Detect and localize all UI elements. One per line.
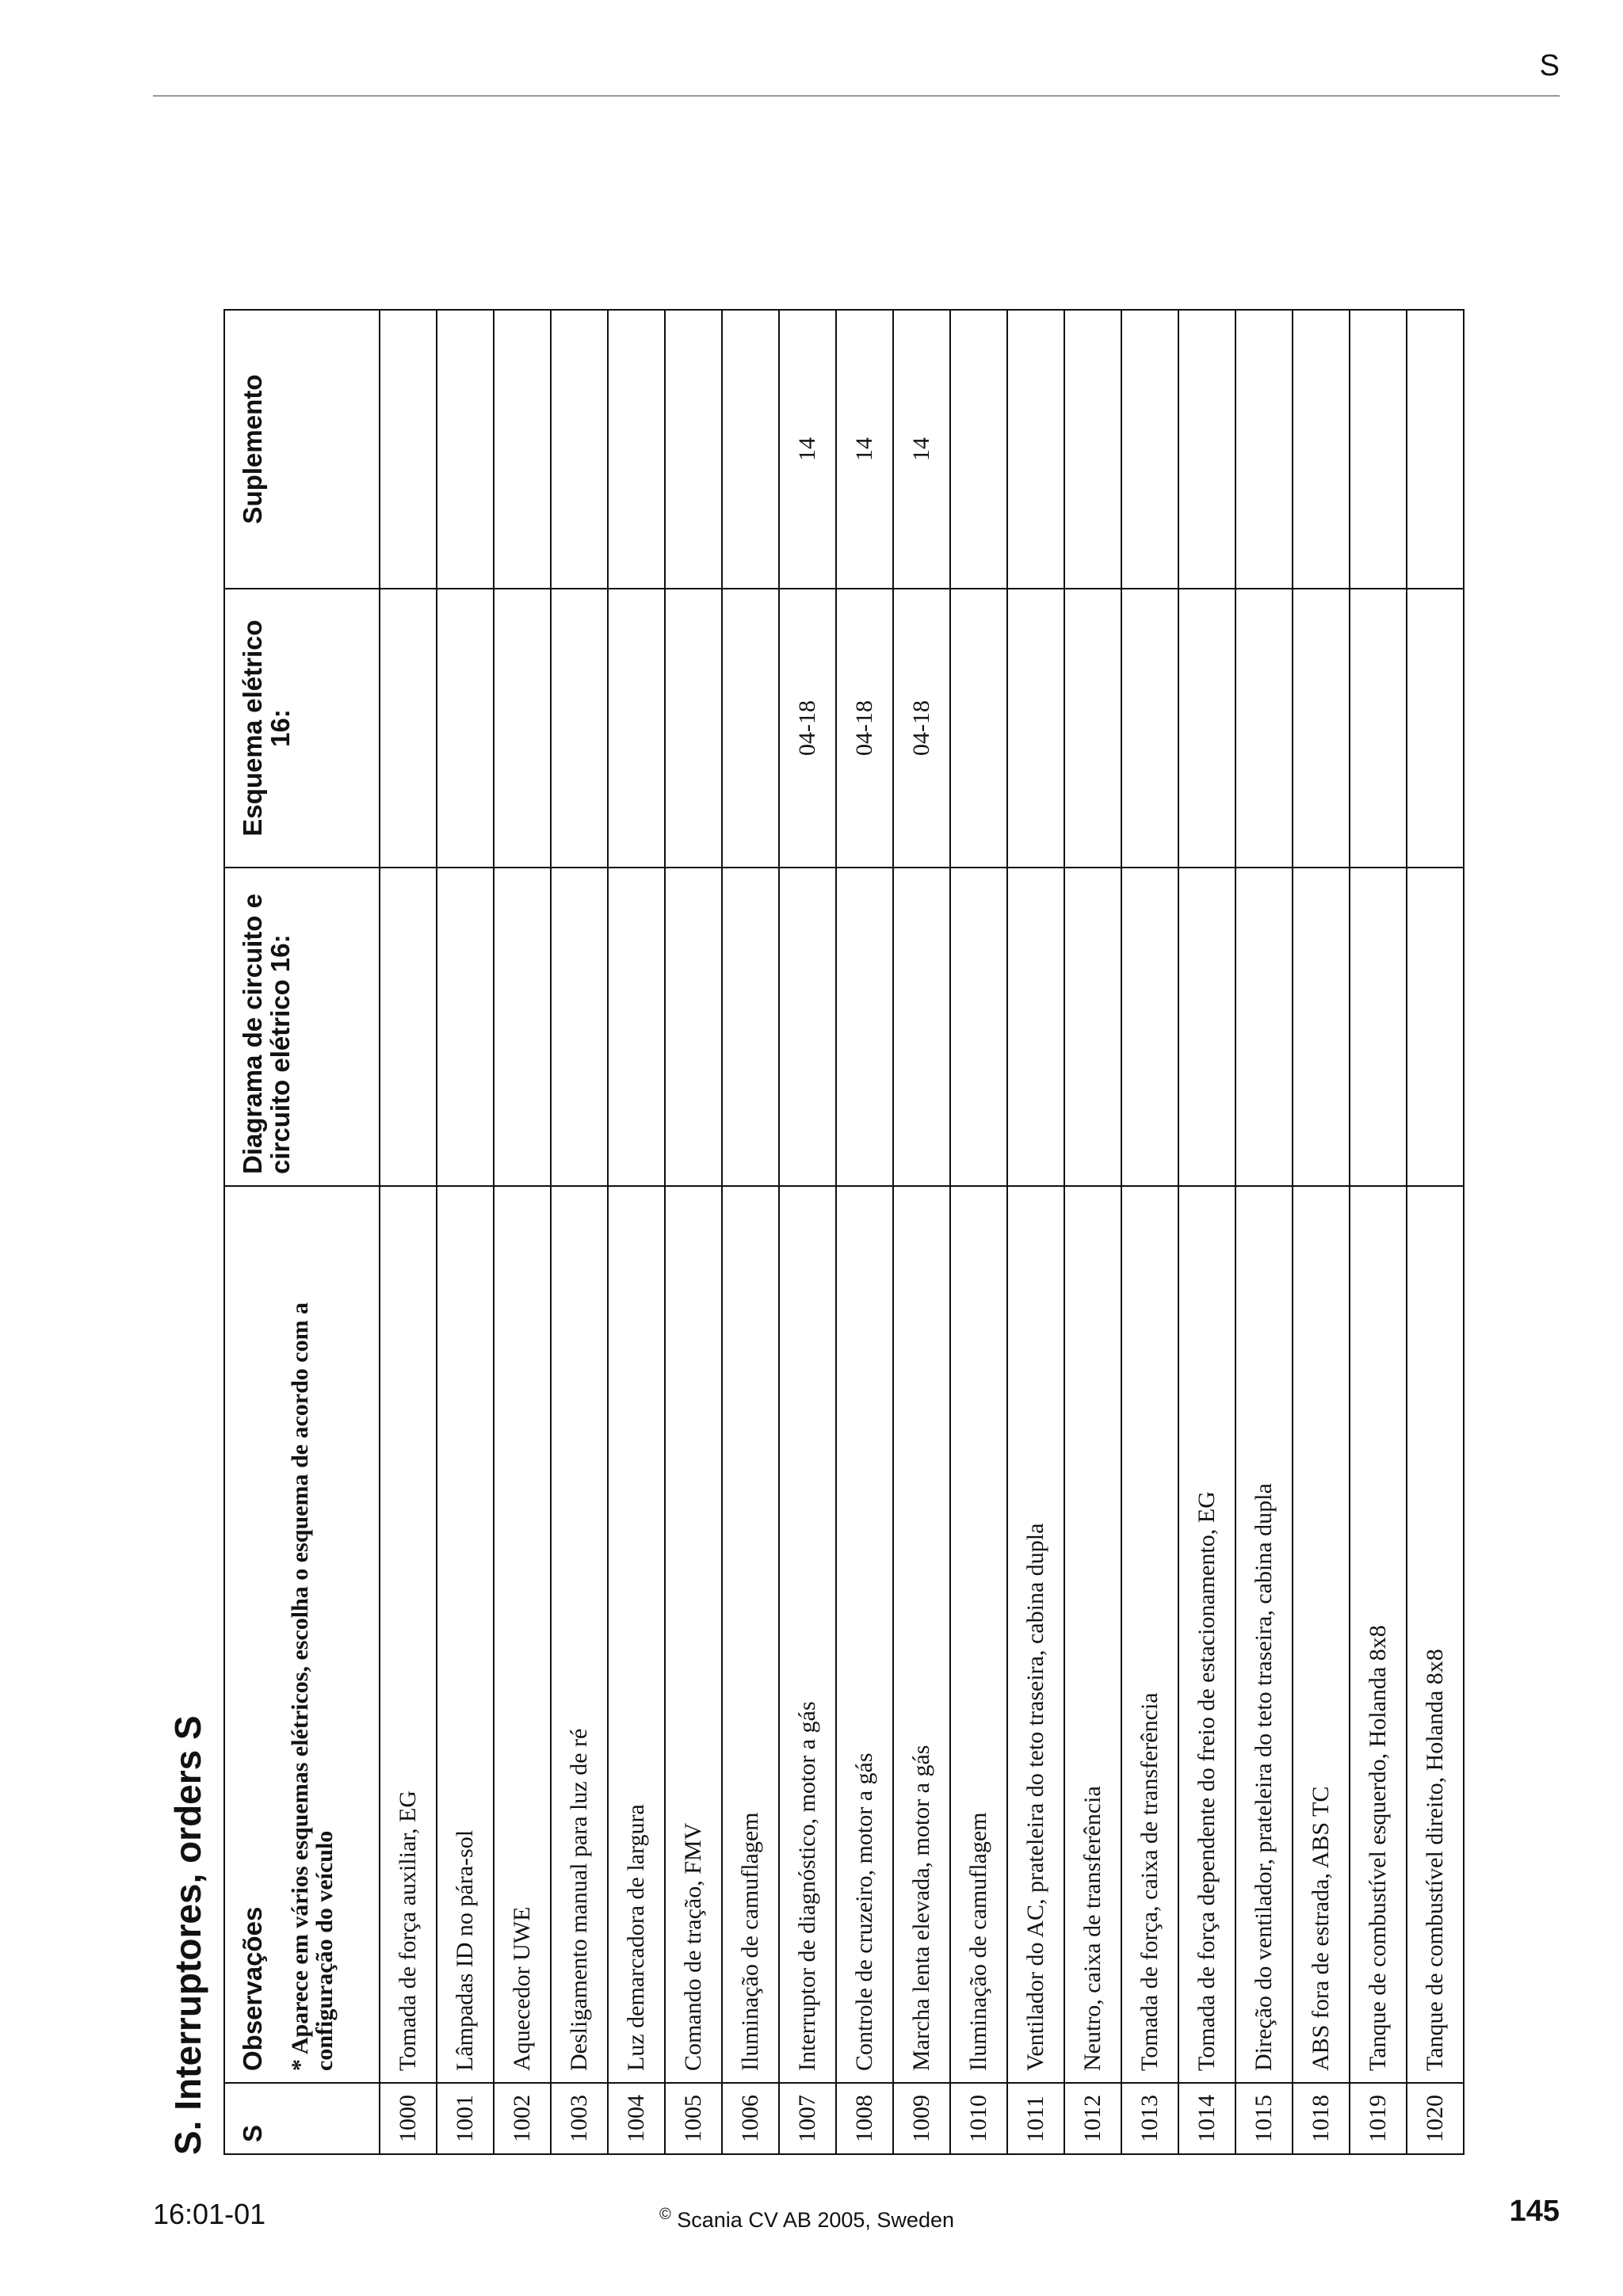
header-esquema: Esquema elétrico 16: [224,589,380,868]
copyright-symbol: © [659,2206,671,2223]
cell-suplemento [1293,310,1350,589]
table-row [551,310,608,2154]
table-row [437,310,494,2154]
cell-diagrama [893,868,950,1186]
cell-s: 1007 [779,2083,836,2154]
cell-diagrama [551,868,608,1186]
cell-observacoes: Desligamento manual para luz de ré [551,1186,608,2083]
header-suplemento: Suplemento [224,310,380,589]
cell-diagrama [836,868,893,1186]
cell-suplemento [950,310,1007,589]
table-row [1407,310,1464,2154]
cell-observacoes: Tanque de combustível esquerdo, Holanda 8x8 [1350,1186,1407,2083]
cell-esquema [1064,589,1121,868]
table-row [1350,310,1407,2154]
cell-observacoes: Lâmpadas ID no pára-sol [437,1186,494,2083]
cell-diagrama [380,868,437,1186]
cell-suplemento [437,310,494,589]
cell-esquema [551,589,608,868]
cell-observacoes: Controle de cruzeiro, motor a gás [836,1186,893,2083]
copyright-text: Scania CV AB 2005, Sweden [677,2208,954,2232]
cell-suplemento [551,310,608,589]
page-title: S. Interruptores, orders S [167,1715,208,2155]
cell-s: 1000 [380,2083,437,2154]
cell-diagrama [779,868,836,1186]
cell-esquema [665,589,722,868]
cell-esquema [494,589,551,868]
cell-s: 1008 [836,2083,893,2154]
table-row [1178,310,1235,2154]
header-s: S [224,2083,380,2154]
cell-esquema [437,589,494,868]
table-row [1121,310,1178,2154]
cell-s: 1006 [722,2083,779,2154]
rotated-content [158,285,1458,2155]
cell-s: 1011 [1007,2083,1064,2154]
cell-diagrama [1121,868,1178,1186]
header-observacoes-note: * Aparece em vários esquemas elétricos, escolha o esquema de acordo com a configuração do veículo [286,1302,338,2071]
table-row [1007,310,1064,2154]
cell-diagrama [437,868,494,1186]
cell-suplemento [1064,310,1121,589]
cell-observacoes: Ventilador do AC, prateleira do teto traseira, cabina dupla [1007,1186,1064,2083]
cell-observacoes: Aquecedor UWE [494,1186,551,2083]
cell-esquema [1007,589,1064,868]
cell-s: 1014 [1178,2083,1235,2154]
cell-suplemento: 14 [779,310,836,589]
cell-diagrama [1235,868,1293,1186]
cell-diagrama [494,868,551,1186]
cell-diagrama [1064,868,1121,1186]
cell-observacoes: Tomada de força dependente do freio de estacionamento, EG [1178,1186,1235,2083]
cell-diagrama [1407,868,1464,1186]
header-observacoes [224,1186,380,2083]
cell-s: 1009 [893,2083,950,2154]
cell-observacoes: Tomada de força auxiliar, EG [380,1186,437,2083]
cell-esquema: 04-18 [779,589,836,868]
cell-esquema [1121,589,1178,868]
cell-suplemento [722,310,779,589]
table-row [1064,310,1121,2154]
table-row [608,310,665,2154]
header-diagrama: Diagrama de circuito e circuito elétrico 16: [224,868,380,1186]
cell-diagrama [950,868,1007,1186]
cell-s: 1002 [494,2083,551,2154]
cell-suplemento: 14 [893,310,950,589]
cell-suplemento [494,310,551,589]
table-row [665,310,722,2154]
section-letter: S [1539,49,1560,82]
cell-diagrama [722,868,779,1186]
cell-diagrama [608,868,665,1186]
cell-esquema [1350,589,1407,868]
cell-suplemento: 14 [836,310,893,589]
cell-esquema: 04-18 [836,589,893,868]
cell-s: 1010 [950,2083,1007,2154]
cell-esquema [608,589,665,868]
cell-observacoes: Tanque de combustível direito, Holanda 8x8 [1407,1186,1464,2083]
cell-observacoes: Comando de tração, FMV [665,1186,722,2083]
cell-s: 1001 [437,2083,494,2154]
cell-suplemento [1350,310,1407,589]
table-row [836,310,893,2154]
cell-observacoes: Iluminação de camuflagem [950,1186,1007,2083]
cell-esquema [950,589,1007,868]
cell-suplemento [1235,310,1293,589]
cell-esquema [1235,589,1293,868]
footer-copyright [659,2206,954,2233]
cell-esquema [1293,589,1350,868]
cell-diagrama [1178,868,1235,1186]
cell-s: 1015 [1235,2083,1293,2154]
cell-s: 1019 [1350,2083,1407,2154]
cell-observacoes: Interruptor de diagnóstico, motor a gás [779,1186,836,2083]
cell-s: 1018 [1293,2083,1350,2154]
cell-observacoes: Iluminação de camuflagem [722,1186,779,2083]
cell-s: 1020 [1407,2083,1464,2154]
table-row [380,310,437,2154]
cell-esquema [1407,589,1464,868]
cell-esquema [722,589,779,868]
cell-diagrama [1350,868,1407,1186]
table-row [893,310,950,2154]
cell-diagrama [1293,868,1350,1186]
cell-diagrama [1007,868,1064,1186]
page-number: 145 [1509,2195,1560,2228]
cell-suplemento [608,310,665,589]
cell-diagrama [665,868,722,1186]
cell-observacoes: Tomada de força, caixa de transferência [1121,1186,1178,2083]
table-row [779,310,836,2154]
cell-observacoes: Direção do ventilador, prateleira do teto traseira, cabina dupla [1235,1186,1293,2083]
cell-suplemento [1007,310,1064,589]
header-divider [153,95,1560,97]
table-row [950,310,1007,2154]
cell-observacoes: Luz demarcadora de largura [608,1186,665,2083]
cell-esquema [1178,589,1235,868]
cell-suplemento [1407,310,1464,589]
switches-table [223,309,1465,2155]
cell-observacoes: Marcha lenta elevada, motor a gás [893,1186,950,2083]
table-row [1293,310,1350,2154]
cell-s: 1005 [665,2083,722,2154]
cell-s: 1004 [608,2083,665,2154]
cell-observacoes: Neutro, caixa de transferência [1064,1186,1121,2083]
cell-suplemento [1121,310,1178,589]
cell-esquema [380,589,437,868]
cell-s: 1012 [1064,2083,1121,2154]
cell-observacoes: ABS fora de estrada, ABS TC [1293,1186,1350,2083]
cell-s: 1013 [1121,2083,1178,2154]
cell-s: 1003 [551,2083,608,2154]
table-row [1235,310,1293,2154]
footer-code: 16:01-01 [153,2198,266,2230]
cell-esquema: 04-18 [893,589,950,868]
cell-suplemento [665,310,722,589]
table-row [722,310,779,2154]
table-header-row [224,310,380,2154]
table-row [494,310,551,2154]
cell-suplemento [1178,310,1235,589]
cell-suplemento [380,310,437,589]
header-observacoes-label: Observações [238,1906,267,2071]
